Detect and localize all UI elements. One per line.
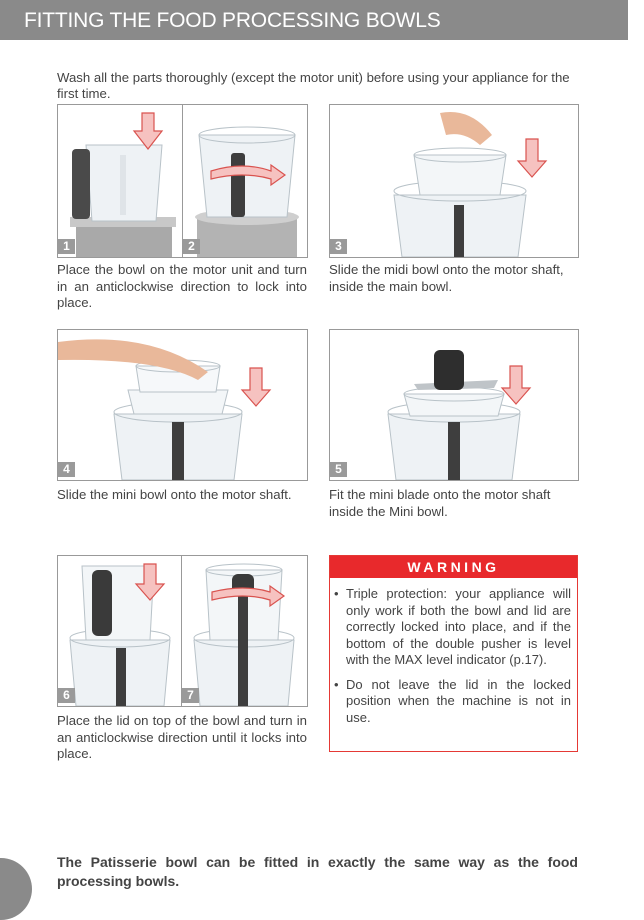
figure-step-5 [329,329,579,481]
caption-steps-6-7: Place the lid on top of the bowl and turn in an anticlockwise direction until it locks into place. [57,713,307,761]
step-number-badge: 2 [183,239,200,254]
step-number-badge: 6 [58,688,75,703]
warning-box [329,555,578,752]
page-header [0,0,628,40]
caption-step-4: Slide the mini bowl onto the motor shaft. [57,487,292,502]
step-number-badge: 1 [58,239,75,254]
figure-step-2 [183,105,307,257]
figure-steps-1-2 [57,104,308,258]
figure-step-4 [57,329,308,481]
figure-step-1 [58,105,182,257]
page-title: FITTING THE FOOD PROCESSING BOWLS [24,9,441,32]
footer-note: The Patisserie bowl can be fitted in exactly the same way as the food processing bowls. [57,854,578,889]
figure-step-3 [329,104,579,258]
step-number-badge: 5 [330,462,347,477]
warning-item: • Triple protection: your appliance will only work if both the bowl and lid are correctly locked into place, and if the bottom of the double pusher is level with the MAX level indicator (p.17). [346,586,571,669]
caption-step-3: Slide the midi bowl onto the motor shaft, inside the main bowl. [329,262,564,294]
step-number-badge: 7 [182,688,199,703]
step-number-badge: 4 [58,462,75,477]
intro-text: Wash all the parts thoroughly (except the motor unit) before using your appliance for the first time. [57,70,570,101]
warning-list [332,586,571,726]
page-corner-decoration [0,858,32,920]
figure-step-6 [58,556,181,706]
warning-title: WARNING [330,556,577,578]
step-number-badge: 3 [330,239,347,254]
caption-step-5: Fit the mini blade onto the motor shaft inside the Mini bowl. [329,487,551,519]
figure-steps-6-7 [57,555,308,707]
caption-steps-1-2: Place the bowl on the motor unit and turn in an anticlockwise direction to lock into place. [57,262,307,310]
warning-item: • Do not leave the lid in the locked position when the machine is not in use. [346,677,571,727]
figure-step-7 [182,556,307,706]
